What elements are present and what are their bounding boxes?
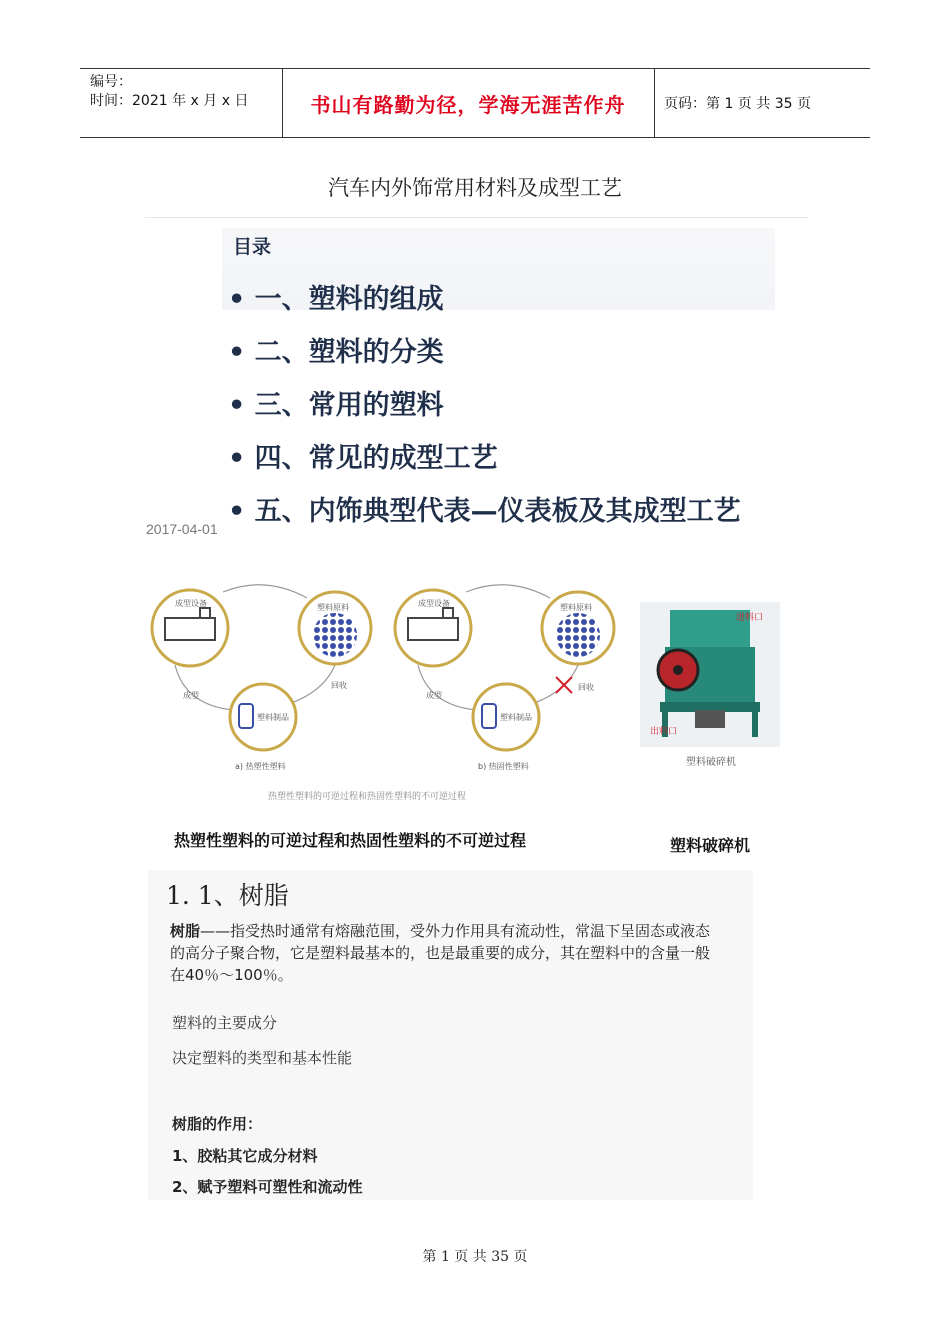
molding-machine-icon — [165, 618, 215, 640]
cycle-arrow — [418, 665, 476, 710]
header-meta — [90, 73, 248, 111]
diagram-b — [395, 585, 614, 771]
outlet-label: 出料口 — [650, 727, 678, 737]
number-label: 编号： — [90, 74, 132, 90]
header-page-info: 页码：第 1 页 共 35 页 — [664, 96, 811, 112]
diagram-small-caption: 热塑性塑料的可逆过程和热固性塑料的不可逆过程 — [268, 792, 467, 802]
material-label: 塑料原料 — [317, 603, 349, 612]
no-recycle-cross-icon — [556, 677, 572, 693]
bottle-icon — [239, 704, 253, 728]
equipment-label: 成型设备 — [418, 599, 450, 608]
page-footer: 第 1 页 共 35 页 — [422, 1249, 528, 1265]
resin-role: 1、胶粘其它成分材料 — [172, 1147, 318, 1165]
crusher-image-label: 塑料破碎机 — [686, 757, 736, 768]
material-label: 塑料原料 — [560, 603, 592, 612]
time-label: 时间：2021 年 x 月 x 日 — [90, 93, 249, 109]
recycle-label: 回收 — [578, 683, 594, 692]
recycle-label: 回收 — [331, 681, 347, 690]
toc-item: • 五、内饰典型代表—仪表板及其成型工艺 — [228, 496, 741, 527]
crusher-image — [640, 602, 780, 747]
resin-title: 1. 1、树脂 — [166, 881, 289, 910]
toc-item: • 二、塑料的分类 — [228, 337, 444, 368]
resin-point: 决定塑料的类型和基本性能 — [172, 1049, 353, 1067]
header-motto: 书山有路勤为径，学海无涯苦作舟 — [310, 92, 626, 117]
pellets-icon — [313, 613, 357, 657]
publish-date: 2017-04-01 — [146, 521, 218, 537]
diagram-a — [152, 585, 371, 771]
title-divider — [145, 217, 808, 218]
resin-point: 塑料的主要成分 — [172, 1014, 278, 1032]
resin-definition-text: ——指受热时通常有熔融范围，受外力作用具有流动性，常温下呈固态或液态的高分子聚合物，它是塑料最基本的，也是最重要的成分，其在塑料中的含量一般在40％～100％。 — [170, 922, 711, 984]
inlet-label: 进料口 — [736, 613, 764, 623]
toc-heading: 目录 — [233, 236, 272, 258]
resin-term: 树脂 — [170, 922, 201, 940]
resin-definition — [170, 920, 715, 986]
molding-label: 成型 — [426, 691, 442, 700]
header-divider — [654, 69, 655, 137]
sub-caption: a) 热塑性塑料 — [235, 762, 286, 771]
pellets-icon — [556, 613, 600, 657]
molding-label: 成型 — [183, 691, 199, 700]
diagram-caption: 热塑性塑料的可逆过程和热固性塑料的不可逆过程 — [174, 831, 527, 850]
page-header — [80, 68, 870, 138]
cycle-arrow — [175, 665, 233, 710]
header-divider — [282, 69, 283, 137]
toc-item: • 三、常用的塑料 — [228, 390, 444, 421]
crusher-caption: 塑料破碎机 — [670, 836, 751, 855]
toc-item: • 一、塑料的组成 — [228, 284, 444, 315]
resin-role-heading: 树脂的作用： — [172, 1115, 263, 1133]
molding-machine-icon — [408, 618, 458, 640]
equipment-label: 成型设备 — [175, 599, 207, 608]
product-label: 塑料制品 — [257, 713, 289, 722]
sub-caption: b) 热固性塑料 — [478, 762, 529, 771]
cycle-arrow — [223, 585, 307, 598]
product-label: 塑料制品 — [500, 713, 532, 722]
plastic-cycle-diagram — [145, 570, 625, 800]
resin-role: 2、赋予塑料可塑性和流动性 — [172, 1178, 363, 1196]
cycle-arrow — [466, 585, 550, 598]
bottle-icon — [482, 704, 496, 728]
document-title: 汽车内外饰常用材料及成型工艺 — [328, 176, 622, 200]
toc-item: • 四、常见的成型工艺 — [228, 443, 498, 474]
